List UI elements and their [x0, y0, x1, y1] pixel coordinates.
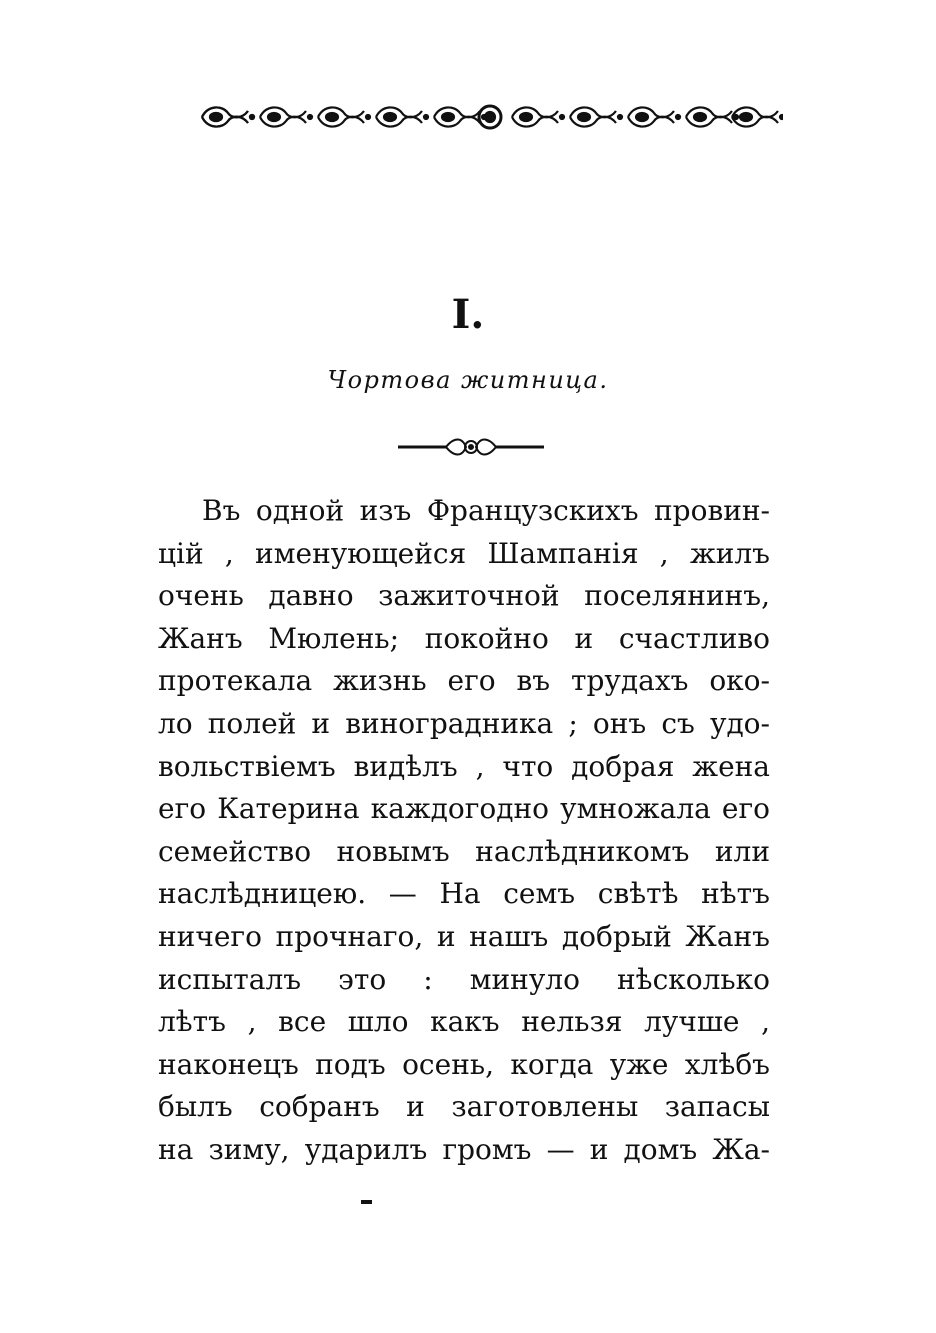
text-line: Въ одной изъ Французскихъ провин- [202, 494, 770, 527]
text-line: лѣтъ , все шло какъ нельзя лучше , [158, 1005, 770, 1039]
text-line: протекала жизнь его въ трудахъ око- [158, 664, 770, 698]
chapter-number: I. [451, 291, 485, 338]
ornamental-border-icon [198, 95, 783, 139]
text-line: Жанъ Мюлень; покойно и счастливо [158, 621, 770, 655]
text-line: очень давно зажиточной поселянинъ, [158, 579, 770, 613]
text-line: на зиму, ударилъ громъ — и домъ Жа- [158, 1132, 770, 1166]
text-line: ничего прочнаго, и нашъ добрый Жанъ [158, 919, 770, 953]
signature-mark [361, 1200, 372, 1204]
divider-ornament-icon [396, 432, 546, 462]
text-line: былъ собранъ и заготовлены запасы [158, 1090, 770, 1124]
text-line: семейство новымъ наслѣдникомъ или [158, 834, 770, 868]
text-line: наконецъ подъ осень, когда уже хлѣбъ [158, 1047, 770, 1081]
text-line: ло полей и виноградника ; онъ съ удо- [158, 706, 770, 740]
body-text [158, 490, 770, 1172]
chapter-title: Чортова житница. [327, 366, 609, 394]
text-line: вольствіемъ видѣлъ , что добрая жена [158, 749, 770, 783]
text-line: испыталъ это : минуло нѣсколько [158, 962, 770, 996]
text-line: наслѣдницею. — На семъ свѣтѣ нѣтъ [158, 877, 770, 911]
text-line: его Катерина каждогодно умножала его [158, 792, 770, 826]
text-line: цій , именующейся Шампанія , жилъ [158, 536, 770, 570]
